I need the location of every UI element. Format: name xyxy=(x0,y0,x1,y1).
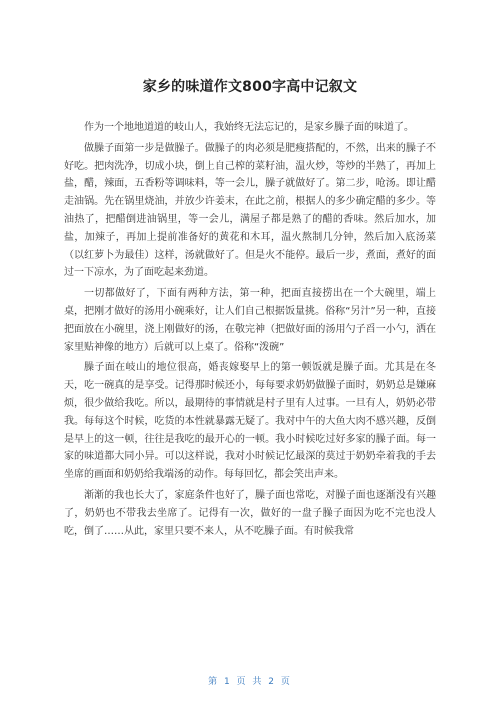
paragraph-2: 做臊子面第一步是做臊子。做臊子的肉必须是肥瘦搭配的，不然，出来的臊子不好吃。把肉洗净，切成小块，倒上自己榨的菜籽油，温火炒，等炒的半熟了，再加上盐，醋，辣面，五香粉等调味料，等一会儿，臊子就做好了。第二步，呛汤。即让醋走油锅。先在锅里烧油，并放少许姜末，在此之前，根据人的多少确定醋的多少。等油热了，把醋倒进油锅里，等一会儿，满屋子都是熟了的醋的香味。然后加水，加盐，加辣子，再加上提前准备好的黄花和木耳，温火熬制几分钟，然后加入底汤菜（以红萝卜为最佳）这样，汤就做好了。但是火不能停。最后一步，煮面，煮好的面过一下凉水，为了面吃起来劲道。 xyxy=(64,142,436,279)
paragraph-5: 渐渐的我也长大了，家庭条件也好了，臊子面也常吃，对臊子面也逐渐没有兴趣了，奶奶也不带我去坐席了。记得有一次，做好的一盘子臊子面因为吃不完也没人吃，倒了……从此，家里只要不来人，从不吃臊子面。有时候我常 xyxy=(64,489,436,537)
document-title: 家乡的味道作文800字高中记叙文 xyxy=(142,79,358,95)
paragraph-4: 臊子面在岐山的地位很高，婚丧嫁娶早上的第一顿饭就是臊子面。尤其是在冬天，吃一碗真的是享受。记得那时候还小，每每要求奶奶做臊子面时，奶奶总是嫌麻烦，很少做给我吃。所以，最期待的事情就是村子里有人过事。一旦有人，奶奶必带我。每每这个时候，吃货的本性就暴露无疑了。我对中午的大鱼大肉不感兴趣，反倒是早上的这一顿，往往是我吃的最开心的一顿。我小时候吃过好多家的臊子面。每一家的味道都大同小异。可以这样说，我对小时候记忆最深的莫过于奶奶牵着我的手去坐席的画面和奶奶给我端汤的动作。每每回忆，都会笑出声来。 xyxy=(64,362,436,481)
document-body xyxy=(64,119,436,543)
paragraph-3: 一切都做好了，下面有两种方法，第一种，把面直接捞出在一个大碗里，端上桌，把刚才做好的汤用小碗乘好，让人们自己根据饭量挑。俗称“另汁”另一种，直接把面放在小碗里，浇上刚做好的汤，在敬完神（把做好面的汤用勺子舀一小勺，洒在家里贴神像的地方）后就可以上桌了。俗称“泼碗” xyxy=(64,288,436,353)
page-number-footer: 第 1 页 共 2 页 xyxy=(208,677,292,687)
paragraph-1: 作为一个地地道道的岐山人，我始终无法忘记的，是家乡臊子面的味道了。 xyxy=(84,122,414,133)
